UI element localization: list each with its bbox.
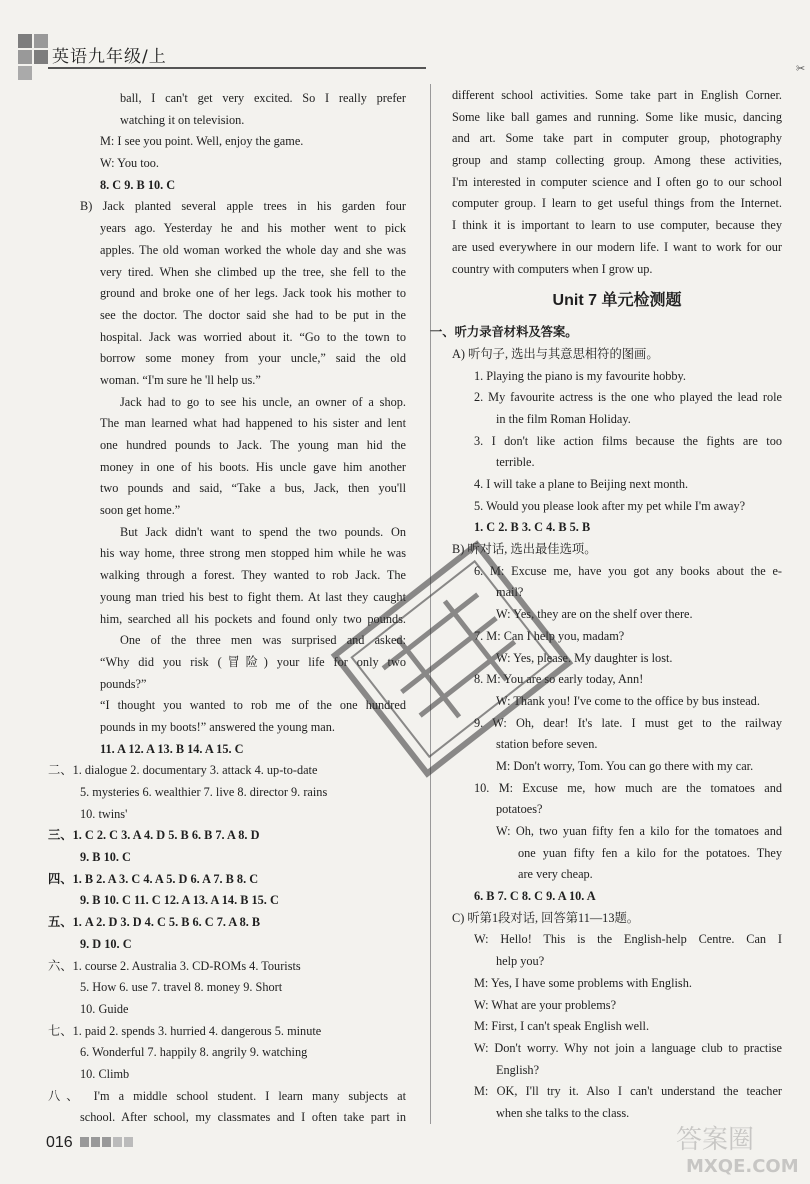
text-line: see the doctor. The doctor said she had to be put in the bbox=[100, 307, 406, 322]
answer-line: 四、1. B 2. A 3. C 4. A 5. D 6. A 7. B 8. C bbox=[48, 871, 259, 886]
text-line: terrible. bbox=[496, 455, 535, 470]
text-line: very tired. When she climbed up the tree, she fell to the bbox=[100, 264, 406, 279]
watermark-subtext: MXQE.COM bbox=[686, 1156, 799, 1177]
text-line: But Jack didn't want to spend the two pounds. On bbox=[120, 524, 406, 539]
text-line: W: Don't worry. Why not join a language club to practise bbox=[474, 1040, 782, 1055]
answer-line: 1. C 2. B 3. C 4. B 5. B bbox=[474, 520, 591, 535]
answer-line: 五、1. A 2. D 3. D 4. C 5. B 6. C 7. A 8. B bbox=[48, 915, 261, 930]
text-line: The man learned what had happened to his sister and lent bbox=[100, 416, 406, 431]
page-footer bbox=[46, 1134, 135, 1152]
text-line: years ago. Yesterday he and his mother went to pick bbox=[100, 221, 406, 236]
answer-line: 9. B 10. C 11. C 12. A 13. A 14. B 15. C bbox=[80, 893, 279, 908]
page-number: 016 bbox=[46, 1134, 73, 1151]
answer-line: 三、1. C 2. C 3. A 4. D 5. B 6. B 7. A 8. D bbox=[48, 828, 260, 843]
text-line: group and stamp collecting group. Among these activities, bbox=[452, 153, 782, 168]
text-line: his way home, three strong men stopped him while he was bbox=[100, 546, 406, 561]
text-line: M: OK, I'll try it. Also I can't understand the teacher bbox=[474, 1084, 782, 1099]
text-line: 2. My favourite actress is the one who played the lead role bbox=[474, 390, 782, 405]
text-line: country with computers when I grow up. bbox=[452, 261, 653, 276]
text-line: young man tried his best to fight them. At last they caught bbox=[100, 589, 406, 604]
answer-line: 5. How 6. use 7. travel 8. money 9. Short bbox=[80, 980, 283, 995]
book-title: 英语九年级/上 bbox=[52, 47, 167, 67]
scissors-icon: ✂ bbox=[796, 62, 806, 75]
text-line: I'm interested in computer science and I often go to our school bbox=[452, 174, 782, 189]
text-line: 9. W: Oh, dear! It's late. I must get to the railway bbox=[474, 715, 782, 730]
text-line: 7. M: Can I help you, madam? bbox=[474, 628, 625, 643]
text-line: W: Yes, please. My daughter is lost. bbox=[496, 650, 673, 665]
header-decor-square bbox=[34, 34, 48, 48]
header-decor-square bbox=[18, 50, 32, 64]
watermark-logo bbox=[672, 1118, 802, 1178]
text-line: 10. M: Excuse me, how much are the tomatoes and bbox=[474, 780, 782, 795]
answer-line: 11. A 12. A 13. B 14. A 15. C bbox=[100, 741, 244, 756]
text-line: borrow some money from your uncle,” said the old bbox=[100, 351, 406, 366]
text-line: watching it on television. bbox=[120, 112, 245, 127]
text-line: pounds in my boots!” answered the young man. bbox=[100, 719, 335, 734]
text-line: mail? bbox=[496, 585, 524, 600]
text-line: pounds?” bbox=[100, 676, 147, 691]
text-line: W: What are your problems? bbox=[474, 997, 617, 1012]
text-line: 5. Would you please look after my pet while I'm away? bbox=[474, 498, 746, 513]
text-line: One of the three men was surprised and asked: bbox=[120, 633, 406, 648]
text-line: “I thought you wanted to rob me of the one hundred bbox=[100, 698, 406, 713]
text-line: “Why did you risk (冒险) your life for only two bbox=[100, 654, 406, 669]
answer-line: 二、1. dialogue 2. documentary 3. attack 4. up-to-date bbox=[48, 763, 318, 778]
text-line: potatoes? bbox=[496, 802, 543, 817]
header-rule bbox=[48, 67, 426, 69]
answer-line: 10. Climb bbox=[80, 1066, 130, 1081]
answer-line: 七、1. paid 2. spends 3. hurried 4. dangerous 5. minute bbox=[48, 1023, 322, 1038]
text-line: help you? bbox=[496, 954, 545, 969]
text-line: hospital. Jack was worried about it. “Go to the town to bbox=[100, 329, 406, 344]
answer-line: 6. Wonderful 7. happily 8. angrily 9. watching bbox=[80, 1045, 308, 1060]
text-line: ground and broke one of her legs. Jack took his mother to bbox=[100, 286, 406, 301]
section-heading: 一、听力录音材料及答案。 bbox=[430, 325, 578, 340]
header-decor-square bbox=[18, 66, 32, 80]
text-line: 1. Playing the piano is my favourite hobby. bbox=[474, 368, 686, 383]
text-line: W: Hello! This is the English-help Centre. Can I bbox=[474, 932, 782, 947]
text-line: 6. M: Excuse me, have you got any books about the e- bbox=[474, 563, 782, 578]
text-line: walking through a forest. They wanted to rob Jack. The bbox=[100, 568, 406, 583]
text-line: B) Jack planted several apple trees in his garden four bbox=[80, 199, 406, 214]
text-line: are very cheap. bbox=[518, 867, 593, 882]
text-line: money in one of his boots. His uncle gave him another bbox=[100, 459, 406, 474]
page-number-decor bbox=[80, 1136, 135, 1151]
text-line: are used everywhere in our modern life. I want to work for our bbox=[452, 239, 782, 254]
text-line: M: Yes, I have some problems with English. bbox=[474, 975, 692, 990]
text-line: 8. M: You are so early today, Ann! bbox=[474, 672, 644, 687]
answer-line: 10. twins' bbox=[80, 806, 128, 821]
text-line: I think it is important to learn to use computer, because they bbox=[452, 218, 782, 233]
section-subheading: B) 听对话, 选出最佳选项。 bbox=[452, 542, 597, 557]
text-line: 3. I don't like action films because the fights are too bbox=[474, 433, 782, 448]
text-line: Some like ball games and running. Some like music, dancing bbox=[452, 109, 782, 124]
section-subheading: C) 听第1段对话, 回答第11—13题。 bbox=[452, 910, 640, 925]
text-line: one hundred pounds to Jack. The young man hid the bbox=[100, 438, 406, 452]
text-line: W: Yes, they are on the shelf over there. bbox=[496, 607, 693, 622]
text-line: 4. I will take a plane to Beijing next month. bbox=[474, 477, 689, 491]
text-line: M: I see you point. Well, enjoy the game. bbox=[100, 134, 304, 149]
text-line: M: First, I can't speak English well. bbox=[474, 1019, 650, 1034]
answer-line: 6. B 7. C 8. C 9. A 10. A bbox=[474, 889, 596, 904]
text-line: computer group. I learn to get useful things from the Internet. bbox=[452, 196, 782, 211]
text-line: different school activities. Some take part in English Corner. bbox=[452, 88, 782, 102]
header-decor-square bbox=[34, 50, 48, 64]
text-line: soon get home.” bbox=[100, 503, 181, 518]
text-line: 八、 I'm a middle school student. I learn many subjects at bbox=[48, 1088, 406, 1103]
answer-line: 六、1. course 2. Australia 3. CD-ROMs 4. Tourists bbox=[48, 958, 301, 973]
text-line: W: You too. bbox=[100, 156, 159, 171]
text-line: and art. Some take part in computer group, photography bbox=[452, 131, 782, 146]
text-line: M: Don't worry, Tom. You can go there with my car. bbox=[496, 758, 754, 773]
text-line: apples. The old woman worked the whole day and she was bbox=[100, 242, 406, 257]
text-line: Jack had to go to see his uncle, an owner of a shop. bbox=[120, 394, 406, 409]
text-line: W: Thank you! I've come to the office by bus instead. bbox=[496, 693, 760, 708]
text-line: woman. “I'm sure he 'll help us.” bbox=[100, 372, 261, 387]
section-subheading: A) 听句子, 选出与其意思相符的图画。 bbox=[452, 346, 659, 361]
answer-line: 10. Guide bbox=[80, 1001, 129, 1016]
unit-title: Unit 7 单元检测题 bbox=[552, 292, 682, 310]
text-line: one yuan fifty fen a kilo for the potatoes. They bbox=[518, 845, 782, 860]
text-line: school. After school, my classmates and I often take part in bbox=[80, 1110, 406, 1125]
answer-line: 9. D 10. C bbox=[80, 936, 132, 951]
text-line: in the film Roman Holiday. bbox=[496, 411, 631, 426]
text-line: when she talks to the class. bbox=[496, 1105, 630, 1120]
answer-line: 8. C 9. B 10. C bbox=[100, 177, 176, 192]
text-line: him, searched all his pockets and found only two pounds. bbox=[100, 611, 406, 626]
text-line: ball, I can't get very excited. So I really prefer bbox=[120, 91, 406, 105]
page-header bbox=[0, 0, 810, 90]
watermark-text: 答案圈 bbox=[676, 1125, 755, 1155]
header-decor-square bbox=[18, 34, 32, 48]
text-line: W: Oh, two yuan fifty fen a kilo for the tomatoes and bbox=[496, 824, 782, 838]
answer-line: 5. mysteries 6. wealthier 7. live 8. director 9. rains bbox=[80, 785, 328, 799]
answer-line: 9. B 10. C bbox=[80, 850, 131, 865]
left-column bbox=[48, 88, 406, 1129]
text-line: English? bbox=[496, 1062, 540, 1077]
text-line: two pounds and said, “Take a bus, Jack, then you'll bbox=[100, 481, 406, 496]
text-line: station before seven. bbox=[496, 737, 598, 752]
